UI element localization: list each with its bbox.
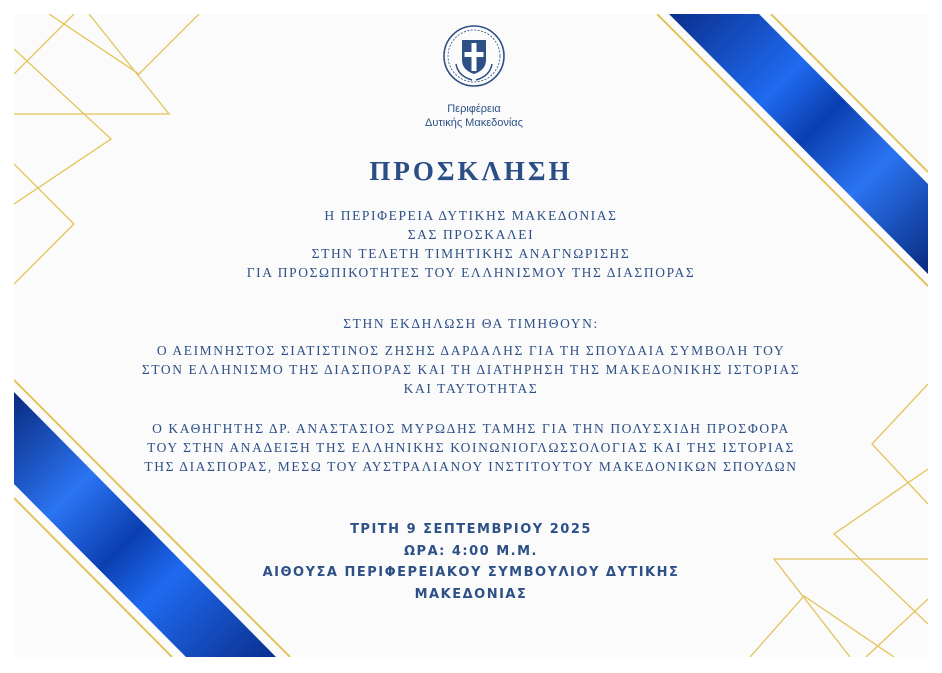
intro-text	[74, 206, 868, 282]
honored-label-text: ΣΤΗΝ ΕΚΔΗΛΩΣΗ ΘΑ ΤΙΜΗΘΟΥΝ:	[343, 316, 599, 331]
honoree-2-line: Ο ΚΑΘΗΓΗΤΗΣ ΔΡ. ΑΝΑΣΤΑΣΙΟΣ ΜΥΡΩΔΗΣ ΤΑΜΗΣ ΓΙΑ ΤΗΝ ΠΟΛΥΣΧΙΔΗ ΠΡΟΣΦΟΡΑ	[152, 421, 790, 436]
honoree-2-line: ΤΗΣ ΔΙΑΣΠΟΡΑΣ, ΜΕΣΩ ΤΟΥ ΑΥΣΤΡΑΛΙΑΝΟΥ ΙΝΣΤΙΤΟΥΤΟΥ ΜΑΚΕΔΟΝΙΚΩΝ ΣΠΟΥΔΩΝ	[144, 459, 798, 474]
region-name	[374, 102, 574, 130]
event-time: ΩΡΑ: 4:00 Μ.Μ.	[404, 543, 538, 559]
event-details	[174, 519, 768, 605]
intro-line: ΓΙΑ ΠΡΟΣΩΠΙΚΟΤΗΤΕΣ ΤΟΥ ΕΛΛΗΝΙΣΜΟΥ ΤΗΣ ΔΙΑΣΠΟΡΑΣ	[246, 265, 696, 280]
honoree-1	[74, 341, 868, 398]
region-line-1: Περιφέρεια	[447, 103, 501, 115]
event-venue-line-2: ΜΑΚΕΔΟΝΙΑΣ	[414, 586, 528, 602]
intro-line: ΣΤΗΝ ΤΕΛΕΤΗ ΤΙΜΗΤΙΚΗΣ ΑΝΑΓΝΩΡΙΣΗΣ	[311, 246, 631, 261]
honoree-2-line: ΤΟΥ ΣΤΗΝ ΑΝΑΔΕΙΞΗ ΤΗΣ ΕΛΛΗΝΙΚΗΣ ΚΟΙΝΩΝΙΟΓΛΩΣΣΟΛΟΓΙΑΣ ΚΑΙ ΤΗΣ ΙΣΤΟΡΙΑΣ	[147, 440, 795, 455]
event-date: ΤΡΙΤΗ 9 ΣΕΠΤΕΜΒΡΙΟΥ 2025	[350, 522, 592, 537]
honoree-1-line: ΚΑΙ ΤΑΥΤΟΤΗΤΑΣ	[403, 381, 539, 396]
greek-coat-of-arms-icon	[442, 24, 506, 88]
honoree-1-line: Ο ΑΕΙΜΝΗΣΤΟΣ ΣΙΑΤΙΣΤΙΝΟΣ ΖΗΣΗΣ ΔΑΡΔΑΛΗΣ ΓΙΑ ΤΗ ΣΠΟΥΔΑΙΑ ΣΥΜΒΟΛΗ ΤΟΥ	[156, 343, 786, 358]
intro-line: ΣΑΣ ΠΡΟΣΚΑΛΕΙ	[407, 227, 535, 242]
intro-line: Η ΠΕΡΙΦΕΡΕΙΑ ΔΥΤΙΚΗΣ ΜΑΚΕΔΟΝΙΑΣ	[324, 208, 618, 223]
event-venue-line-1: ΑΙΘΟΥΣΑ ΠΕΡΙΦΕΡΕΙΑΚΟΥ ΣΥΜΒΟΥΛΙΟΥ ΔΥΤΙΚΗΣ	[262, 565, 680, 580]
honoree-1-line: ΣΤΟΝ ΕΛΛΗΝΙΣΜΟ ΤΗΣ ΔΙΑΣΠΟΡΑΣ ΚΑΙ ΤΗ ΔΙΑΤΗΡΗΣΗ ΤΗΣ ΜΑΚΕΔΟΝΙΚΗΣ ΙΣΤΟΡΙΑΣ	[141, 362, 801, 377]
page-title: ΠΡΟΣΚΛΗΣΗ	[369, 156, 573, 186]
honoree-2	[74, 419, 868, 476]
region-line-2: Δυτικής Μακεδονίας	[425, 117, 523, 129]
invitation-card	[14, 14, 928, 657]
honored-label	[74, 314, 868, 333]
